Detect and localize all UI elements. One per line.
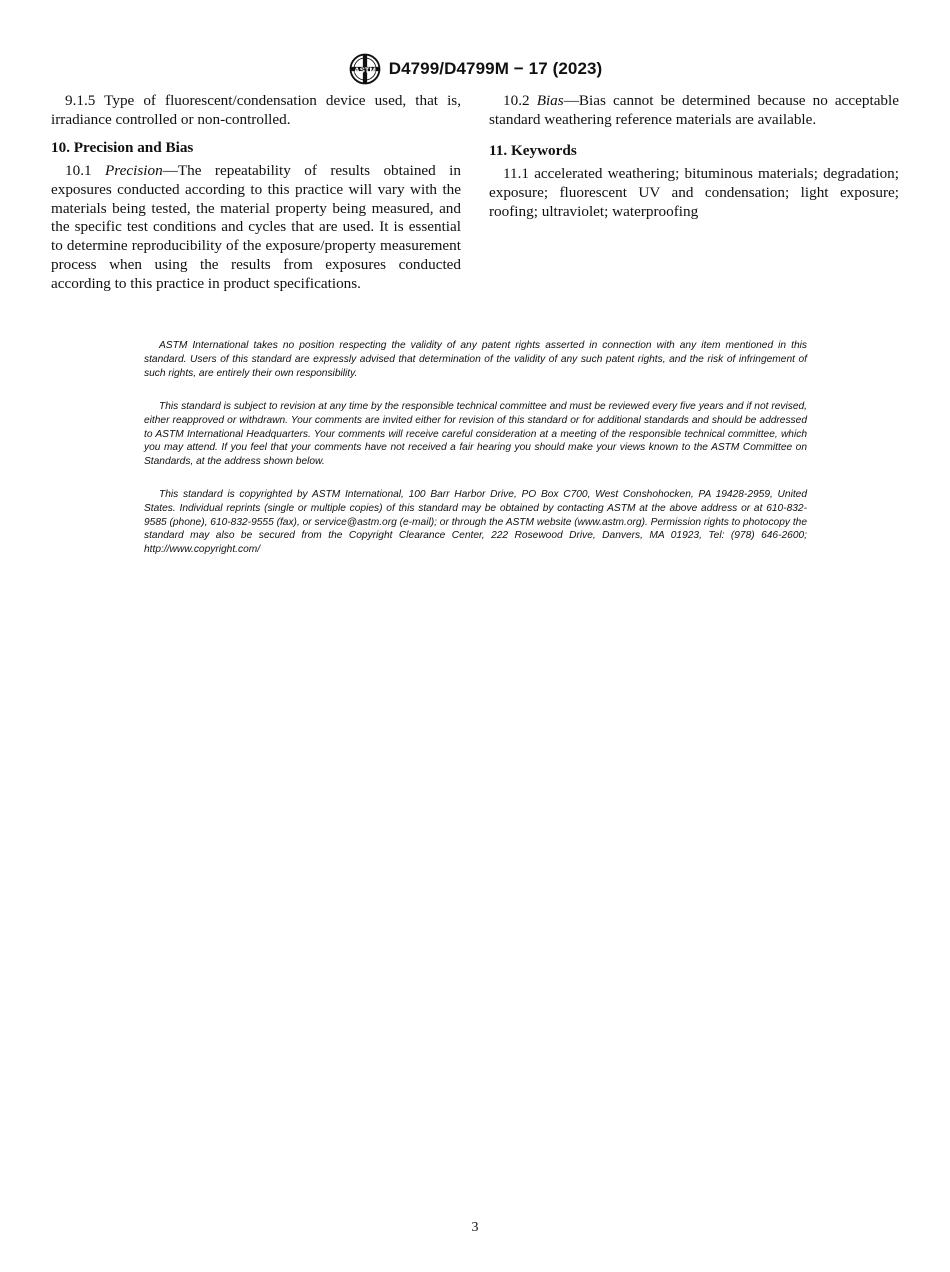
page-header [0, 52, 950, 86]
paragraph-10-2-text: —Bias cannot be determined because no acceptable standard weathering reference materials are available. [489, 92, 899, 128]
patent-notice-text: ASTM International takes no position respecting the validity of any patent rights asserted in connection with any item mentioned in this standard. Users of this standard are expressly advised that determination of the validity of any such patent rights, and the risk of infringement of such rights, are entirely their own responsibility. [144, 340, 807, 379]
bias-term: Bias [536, 92, 564, 109]
copyright-notice [144, 488, 807, 557]
paragraph-10-1-text: —The repeatability of results obtained in exposures conducted according to this practice will vary with the materials being tested, the material property being measured, and the specific test conditions and cycles that are used. It is essential to determine reproducibility of the exposure/property measurement process when using the results from exposures conducted according to this practice in product specifications. [51, 161, 462, 293]
paragraph-10-1-number: 10.1 [65, 161, 106, 179]
precision-term: Precision [105, 161, 163, 179]
paragraph-10-2-number: 10.2 [503, 92, 537, 109]
patent-notice [144, 339, 807, 380]
page-number: 3 [471, 1220, 479, 1235]
revision-notice [144, 400, 807, 469]
paragraph-10-1 [51, 162, 461, 294]
document-designation: D4799/D4799M − 17 (2023) [388, 59, 603, 78]
astm-logo-icon [348, 52, 382, 86]
svg-text:ASTM: ASTM [353, 65, 376, 75]
right-column [489, 92, 899, 221]
revision-notice-text: This standard is subject to revision at any time by the responsible technical committee and must be reviewed every five years and if not revised, either reapproved or withdrawn. Your comments are invited either for revision of this standard or for additional standards and should be addressed to ASTM International Headquarters. Your comments will receive careful consideration at a meeting of the responsible technical committee, which you may attend. If you feel that your comments have not received a fair hearing you should make your views known to the ASTM Committee on Standards, at the address shown below. [144, 401, 807, 468]
left-column [51, 92, 461, 294]
paragraph-9-1-5: 9.1.5 Type of fluorescent/condensation device used, that is, irradiance controlled or non-controlled. [51, 92, 461, 128]
section-11-heading: 11. Keywords [489, 141, 577, 159]
copyright-notice-text: This standard is copyrighted by ASTM International, 100 Barr Harbor Drive, PO Box C700, West Conshohocken, PA 19428-2959, United States. Individual reprints (single or multiple copies) of this standard may be obtained by contacting ASTM at the above address or at 610-832-9585 (phone), 610-832-9555 (fax), or service@astm.org (e-mail); or through the ASTM website (www.astm.org). Permission rights to photocopy the standard may also be secured from the Copyright Clearance Center, 222 Rosewood Drive, Danvers, MA 01923, Tel: (978) 646-2600; http://www.copyright.com/ [144, 489, 807, 556]
paragraph-11-1: 11.1 accelerated weathering; bituminous materials; degradation; exposure; fluorescent UV and condensation; light exposure; roofing; ultraviolet; waterproofing [489, 164, 899, 220]
paragraph-10-2 [489, 92, 899, 130]
section-10-heading: 10. Precision and Bias [51, 138, 194, 156]
